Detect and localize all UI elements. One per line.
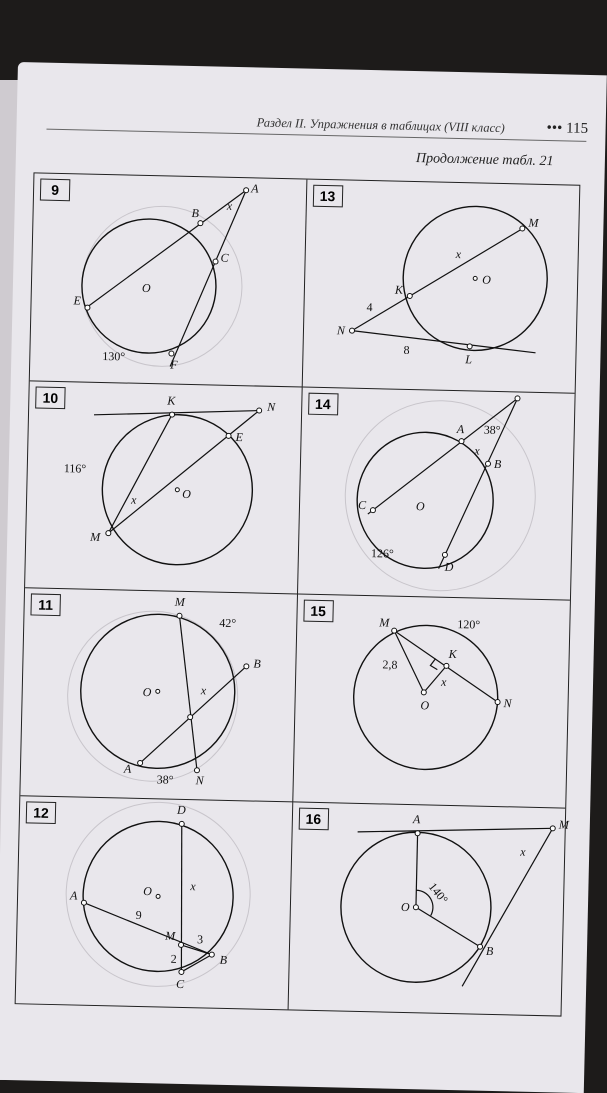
label-x: x	[226, 198, 233, 213]
problem-number: 15	[303, 600, 333, 623]
circle	[352, 624, 499, 771]
label-c: C	[220, 250, 229, 265]
label-n: N	[502, 696, 512, 711]
label-k: K	[394, 282, 403, 297]
label-l: L	[464, 352, 472, 367]
problem-cell-11	[20, 588, 297, 802]
page-number	[546, 120, 588, 138]
point-b	[209, 952, 214, 957]
arc-label: 130°	[102, 348, 126, 364]
point-o	[156, 689, 160, 693]
secant-nm	[108, 407, 259, 536]
label-o: O	[182, 486, 192, 501]
chord-km	[108, 413, 172, 534]
label-m: M	[558, 816, 569, 832]
diagram-13	[302, 180, 579, 393]
point-a	[458, 438, 463, 443]
label-o: O	[481, 272, 491, 287]
point-intersection	[188, 715, 193, 720]
segment-mo	[392, 631, 424, 693]
label-x: x	[473, 442, 480, 458]
secant-d	[438, 396, 517, 570]
point-e	[85, 305, 90, 310]
point-k	[443, 663, 448, 668]
point-n	[194, 768, 199, 773]
problem-number: 13	[312, 185, 342, 208]
point-m	[391, 628, 396, 633]
point-b	[477, 944, 482, 949]
label-o: O	[141, 280, 151, 296]
point-o	[473, 276, 477, 280]
point-k	[407, 293, 412, 298]
label-m: M	[527, 215, 539, 230]
point-m	[178, 942, 183, 947]
label-x: x	[455, 246, 461, 262]
problem-cell-13	[302, 180, 579, 394]
diagram-15	[293, 594, 570, 807]
chord-mn	[176, 616, 200, 770]
problem-number: 14	[308, 392, 338, 415]
diagram-16	[288, 802, 569, 1016]
label-a: A	[123, 761, 132, 776]
chord-dc	[178, 823, 184, 971]
point-n	[349, 328, 354, 333]
point-m	[550, 825, 555, 830]
arc-label-1: 42°	[219, 615, 237, 631]
running-head: Раздел II. Упражнения в таблицах (VIII класс)	[256, 115, 505, 136]
ghost-circle	[80, 205, 244, 369]
label-n: N	[267, 399, 276, 414]
label-b: B	[253, 656, 261, 671]
tangent-am	[357, 823, 552, 835]
point-a	[244, 188, 249, 193]
point-a	[81, 900, 86, 905]
label-x: x	[130, 492, 137, 507]
point-b	[485, 461, 490, 466]
label-a: A	[69, 887, 78, 903]
secant-af	[170, 189, 246, 369]
length-nl: 8	[402, 342, 410, 357]
segment-cb	[181, 953, 211, 972]
problem-number: 9	[40, 179, 70, 202]
label-x: x	[440, 674, 447, 689]
label-a: A	[456, 421, 464, 436]
arc-label: 120°	[456, 617, 480, 632]
point-b	[244, 664, 249, 669]
tangent-kn	[94, 406, 259, 418]
point-m	[519, 226, 524, 231]
diagram-10	[25, 381, 301, 594]
secant-ae	[86, 187, 246, 312]
label-c: C	[175, 976, 185, 991]
label-x: x	[200, 683, 207, 698]
length-mb: 3	[196, 931, 204, 946]
point-a	[138, 760, 143, 765]
point-n	[257, 408, 262, 413]
point-k	[169, 412, 174, 417]
diagram-11	[20, 588, 296, 801]
point-o	[175, 487, 179, 491]
point-m	[106, 530, 111, 535]
table-continuation-caption: Продолжение табл. 21	[415, 151, 554, 170]
length-label: 2,8	[381, 657, 398, 672]
label-m: M	[165, 928, 176, 943]
angle-label: 140°	[425, 879, 451, 906]
label-o: O	[400, 899, 410, 914]
problem-cell-10	[25, 381, 302, 595]
point-c	[213, 259, 218, 264]
problem-number: 16	[298, 807, 328, 830]
label-o: O	[143, 883, 153, 898]
point-c	[179, 969, 184, 974]
label-a: A	[251, 181, 259, 196]
problem-cell-12	[16, 796, 293, 1010]
problem-number: 11	[30, 593, 60, 616]
segment-mb	[181, 944, 212, 954]
diagram-14	[298, 387, 575, 600]
diagram-9	[30, 173, 306, 386]
label-m: M	[174, 594, 185, 609]
page-number-value: 115	[565, 120, 589, 137]
label-k: K	[448, 646, 457, 662]
label-m: M	[378, 615, 390, 630]
problem-cell-9	[30, 173, 307, 387]
point-o	[156, 894, 160, 898]
label-f: F	[170, 357, 178, 372]
label-b: B	[493, 456, 502, 471]
label-x: x	[519, 844, 526, 859]
arc-label: 116°	[63, 460, 87, 476]
page-marker: •••	[546, 120, 563, 137]
label-a: A	[412, 811, 420, 826]
arc-label: 126°	[370, 545, 394, 561]
label-m: M	[90, 529, 101, 544]
label-c: C	[357, 497, 366, 512]
length-nk: 4	[365, 299, 373, 315]
point-o	[421, 690, 426, 695]
label-d: D	[176, 802, 186, 817]
point-d	[179, 821, 184, 826]
label-e: E	[73, 293, 82, 308]
label-x: x	[190, 878, 196, 893]
point-e	[226, 433, 231, 438]
point-l	[467, 344, 472, 349]
point-a	[415, 830, 420, 835]
point-d	[442, 552, 447, 557]
length-mc: 2	[170, 951, 177, 966]
tangent-mb	[462, 826, 553, 988]
point-o	[413, 904, 418, 909]
problem-number: 12	[26, 801, 56, 824]
secant-nm	[351, 224, 523, 335]
problem-cell-14	[297, 387, 574, 601]
length-am: 9	[135, 907, 142, 922]
point-b	[198, 221, 203, 226]
problem-table	[15, 172, 581, 1016]
label-d: D	[444, 559, 453, 574]
radius-ob	[415, 907, 481, 946]
arc-label-2: 38°	[156, 772, 174, 787]
label-n: N	[336, 323, 345, 338]
problem-cell-15	[293, 594, 570, 808]
radius-oa	[415, 833, 417, 907]
point-c	[370, 507, 375, 512]
label-b: B	[191, 205, 200, 221]
diagram-12	[16, 796, 292, 1010]
label-e: E	[235, 429, 244, 444]
angle-label: 38°	[483, 422, 501, 437]
point-m	[177, 613, 182, 618]
label-o: O	[142, 684, 152, 700]
point-f	[169, 351, 174, 356]
label-k: K	[167, 392, 176, 408]
vertex	[514, 395, 519, 400]
label-o: O	[415, 498, 425, 513]
textbook-page	[0, 62, 607, 1093]
label-n: N	[195, 773, 204, 788]
label-b: B	[485, 943, 493, 958]
point-n	[495, 699, 500, 704]
label-o: O	[419, 698, 429, 713]
label-b: B	[219, 952, 228, 967]
problem-number: 10	[35, 386, 65, 409]
problem-cell-16	[288, 802, 569, 1016]
